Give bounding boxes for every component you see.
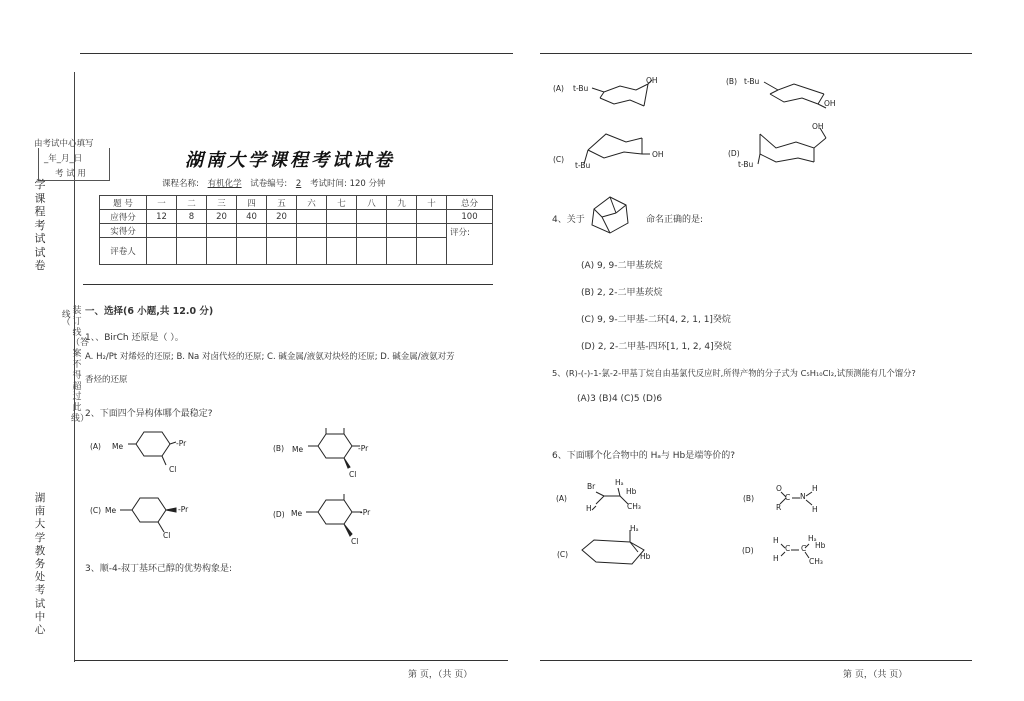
- table-cell[interactable]: [177, 224, 207, 238]
- q2-label-b: (B): [273, 444, 284, 453]
- binding-line-label: 装订线（答案不得超过此线）: [71, 306, 90, 424]
- q6-b-o: O: [776, 484, 782, 493]
- table-cell[interactable]: [417, 224, 447, 238]
- row-label: 实得分: [100, 224, 147, 238]
- top-rule-right: [540, 53, 972, 54]
- q6-label-b: (B): [743, 494, 754, 503]
- q6-label-a: (A): [556, 494, 567, 503]
- date-line: _年_月_日: [44, 154, 83, 164]
- q2-me-b: Me: [292, 445, 304, 454]
- table-cell[interactable]: [387, 238, 417, 265]
- table-cell[interactable]: [327, 238, 357, 265]
- q2-pr-d: -Pr: [360, 508, 371, 517]
- q6-d-ha: Hₐ: [808, 534, 817, 543]
- exam-center-note: 由考试中心填写: [34, 139, 94, 149]
- q6-d-h1: H: [773, 536, 779, 545]
- table-cell: 100: [447, 210, 493, 224]
- q6-a-br: Br: [587, 482, 596, 491]
- q6-a-hb: Hb: [626, 487, 637, 496]
- score-table-header-row: [100, 196, 493, 210]
- table-cell[interactable]: [147, 238, 177, 265]
- q4-structure: [588, 193, 632, 237]
- score-total-cell[interactable]: [447, 224, 493, 265]
- score-table-got-row: [100, 224, 493, 238]
- q6-b-c: C: [785, 493, 791, 502]
- q6-a-h: H: [586, 504, 592, 513]
- q4-option-b[interactable]: (B) 2, 2-二甲基莰烷: [581, 288, 663, 298]
- q3-oh-d: OH: [812, 122, 824, 131]
- q3-oh-a: OH: [646, 76, 658, 85]
- time-value: 120 分钟: [349, 179, 386, 189]
- q3-label-d: (D): [728, 149, 740, 158]
- q1-options-line1: A. H₂/Pt 对烯烃的还原; B. Na 对卤代烃的还原; C. 碱金属/液氨对炔烃的还原; D. 碱金属/液氨对芳: [85, 352, 455, 362]
- q5-options[interactable]: (A)3 (B)4 (C)5 (D)6: [577, 394, 663, 404]
- table-cell: [417, 210, 447, 224]
- course-name: 有机化学: [207, 179, 242, 189]
- table-cell[interactable]: [327, 224, 357, 238]
- binding-line-left-char: 线: [62, 310, 71, 320]
- table-header-cell: 总分: [447, 196, 493, 210]
- q2-structure-a: [128, 428, 178, 468]
- q2-pr-c: -Pr: [178, 505, 189, 514]
- table-cell[interactable]: [387, 224, 417, 238]
- q3-tbu-c: t-Bu: [575, 161, 591, 170]
- q6-a-ha: Hₐ: [615, 478, 624, 487]
- q2-text: 2、下面四个异构体哪个最稳定?: [85, 409, 213, 419]
- q3-tbu-d: t-Bu: [738, 160, 754, 169]
- table-cell: 20: [267, 210, 297, 224]
- table-cell: 40: [237, 210, 267, 224]
- table-cell[interactable]: [357, 238, 387, 265]
- table-cell: 20: [207, 210, 237, 224]
- q2-structure-b: [308, 428, 363, 472]
- table-header-cell: 一: [147, 196, 177, 210]
- table-cell: [357, 210, 387, 224]
- q6-d-h2: H: [773, 554, 779, 563]
- q6-b-n: N: [800, 492, 806, 501]
- q6-a-ch3: CH₃: [627, 502, 641, 511]
- table-cell[interactable]: [207, 238, 237, 265]
- table-cell[interactable]: [207, 224, 237, 238]
- q6-label-c: (C): [557, 550, 569, 559]
- table-header-cell: 四: [237, 196, 267, 210]
- q6-structure-c: [580, 528, 660, 570]
- score-table: [99, 195, 493, 265]
- q6-b-h2: H: [812, 505, 818, 514]
- paper-no-label: 试卷编号:: [250, 179, 288, 189]
- table-cell[interactable]: [357, 224, 387, 238]
- q2-label-d: (D): [273, 510, 285, 519]
- table-cell: [387, 210, 417, 224]
- q6-d-c2: C: [801, 544, 807, 553]
- table-header-cell: 七: [327, 196, 357, 210]
- table-cell[interactable]: [417, 238, 447, 265]
- footer-right: 第 页，（共 页）: [843, 670, 908, 680]
- table-cell: 8: [177, 210, 207, 224]
- q6-structure-b: [776, 488, 816, 512]
- table-header-cell: 二: [177, 196, 207, 210]
- footer-left: 第 页，（共 页）: [408, 670, 473, 680]
- table-cell[interactable]: [177, 238, 207, 265]
- q6-c-ha: Hₐ: [630, 524, 639, 533]
- q4-option-c[interactable]: (C) 9, 9-二甲基-二环[4, 2, 1, 1]癸烷: [581, 315, 731, 325]
- q3-structure-d: [752, 128, 832, 178]
- table-header-cell: 十: [417, 196, 447, 210]
- table-cell[interactable]: [297, 238, 327, 265]
- table-header-cell: 三: [207, 196, 237, 210]
- q2-me-a: Me: [112, 442, 124, 451]
- q6-structure-d: [777, 540, 817, 564]
- q2-label-a: (A): [90, 442, 101, 451]
- score-label: 评分:: [450, 228, 470, 238]
- q1-options-line2: 香烃的还原: [85, 375, 128, 385]
- q6-label-d: (D): [742, 546, 754, 555]
- section1-heading: 一、选择(6 小题,共 12.0 分): [85, 306, 214, 317]
- row-label: 评卷人: [100, 238, 147, 265]
- q3-structure-b: [764, 78, 834, 118]
- q3-structure-a: [592, 78, 654, 118]
- table-header-cell: 题 号: [100, 196, 147, 210]
- q4-option-a[interactable]: (A) 9, 9-二甲基莰烷: [581, 261, 663, 271]
- q3-tbu-b: t-Bu: [744, 77, 760, 86]
- q2-structure-d: [306, 494, 366, 542]
- table-header-cell: 五: [267, 196, 297, 210]
- q2-label-c: (C): [90, 506, 102, 515]
- table-cell[interactable]: [267, 224, 297, 238]
- q2-structure-c: [120, 492, 180, 536]
- q4-tail: 命名正确的是:: [646, 215, 704, 225]
- q2-cl-a: Cl: [169, 465, 177, 474]
- q3-label-c: (C): [553, 155, 565, 164]
- table-cell[interactable]: [237, 238, 267, 265]
- course-label: 课程名称:: [162, 179, 199, 189]
- q4-option-d[interactable]: (D) 2, 2-二甲基-四环[1, 1, 2, 4]癸烷: [581, 342, 732, 352]
- table-header-cell: 八: [357, 196, 387, 210]
- q3-oh-b: OH: [824, 99, 836, 108]
- bottom-rule-left: [75, 660, 508, 661]
- q6-d-hb: Hb: [815, 541, 826, 550]
- q3-tbu-a: t-Bu: [573, 84, 589, 93]
- q2-cl-c: Cl: [163, 531, 171, 540]
- table-cell[interactable]: [297, 224, 327, 238]
- q3-label-b: (B): [726, 77, 737, 86]
- q3-oh-c: OH: [652, 150, 664, 159]
- q6-text: 6、下面哪个化合物中的 Hₐ与 Hb是端等价的?: [552, 451, 735, 461]
- q2-me-c: Me: [105, 506, 117, 515]
- q4-text: 4、关于: [552, 215, 585, 225]
- q3-text: 3、顺-4-叔丁基环己醇的优势构象是:: [85, 564, 232, 574]
- q2-cl-b: Cl: [349, 470, 357, 479]
- top-rule-left: [80, 53, 513, 54]
- paper-no: 2: [295, 179, 302, 189]
- table-cell[interactable]: [267, 238, 297, 265]
- page-title: 湖南大学课程考试试卷: [185, 150, 395, 171]
- exam-use: 考 试 用: [55, 169, 86, 179]
- table-header-cell: 九: [387, 196, 417, 210]
- table-cell: [327, 210, 357, 224]
- table-cell: 12: [147, 210, 177, 224]
- header-rule: [83, 284, 493, 285]
- bottom-rule-right: [540, 660, 972, 661]
- q6-b-r: R: [776, 503, 782, 512]
- q1-text: 1、、BirCh 还原是（ ）。: [85, 333, 184, 343]
- q3-label-a: (A): [553, 84, 564, 93]
- table-cell[interactable]: [237, 224, 267, 238]
- course-info: [162, 177, 386, 189]
- binding-paren: （: [62, 318, 71, 328]
- vertical-admin-label: 湖南大学教务处考试中心: [34, 492, 46, 637]
- table-header-cell: 六: [297, 196, 327, 210]
- q6-c-hb: Hb: [640, 552, 651, 561]
- table-cell: [297, 210, 327, 224]
- q5-text: 5、(R)-(-)-1-氯-2-甲基丁烷自由基氯代反应时,所得产物的分子式为 C₅H₁₀Cl₂,试预测能有几个馏分?: [552, 368, 916, 378]
- time-label: 考试时间:: [310, 179, 347, 189]
- score-table-due-row: [100, 210, 493, 224]
- q2-cl-d: Cl: [351, 537, 359, 546]
- q6-d-ch3: CH₃: [809, 557, 823, 566]
- q6-structure-a: [592, 486, 632, 516]
- score-table-grader-row: [100, 238, 493, 265]
- q6-d-c1: C: [785, 544, 791, 553]
- q6-b-h1: H: [812, 484, 818, 493]
- table-cell[interactable]: [147, 224, 177, 238]
- q2-pr-b: -Pr: [358, 444, 369, 453]
- vertical-course-label: 学课程考试试卷: [34, 178, 46, 272]
- row-label: 应得分: [100, 210, 147, 224]
- q2-pr-a: -Pr: [176, 439, 187, 448]
- q2-me-d: Me: [291, 509, 303, 518]
